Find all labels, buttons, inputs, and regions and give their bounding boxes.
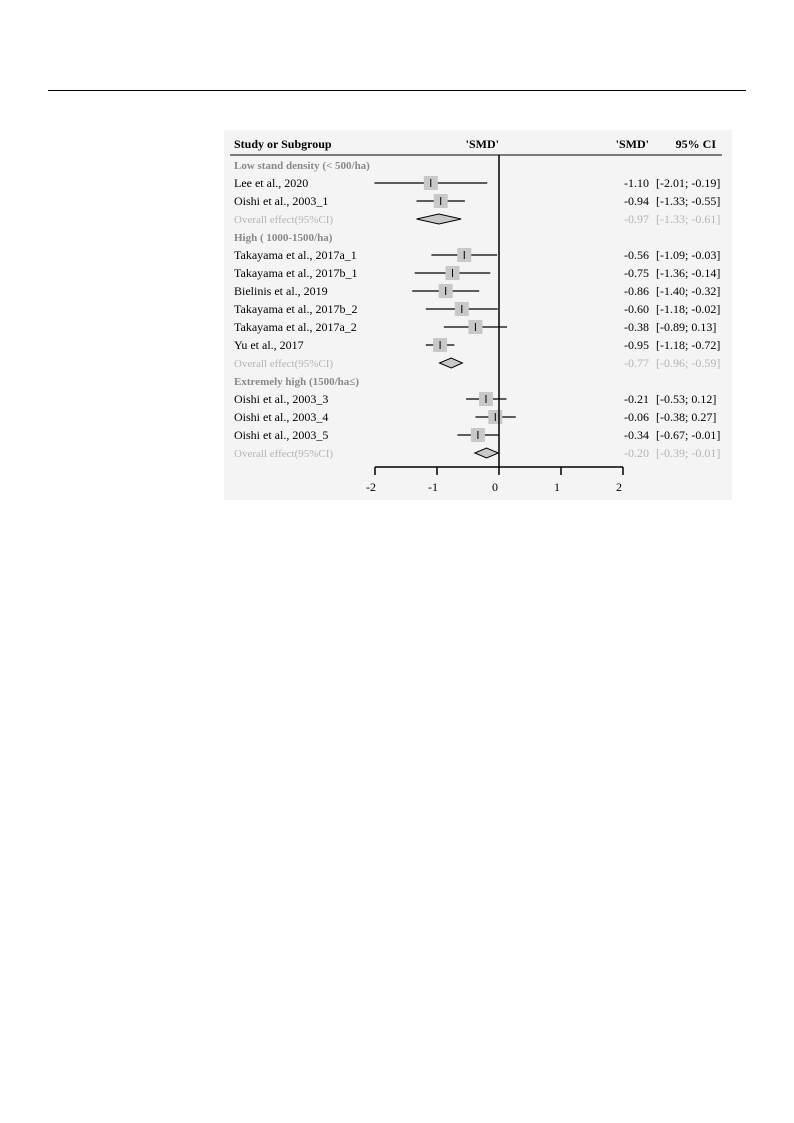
smd-value: -0.95	[624, 338, 649, 352]
smd-value: -0.94	[624, 194, 649, 208]
ci-value: [-1.36; -0.14]	[656, 266, 721, 280]
ci-value: [-1.18; -0.02]	[656, 302, 721, 316]
study-label: Takayama et al., 2017a_1	[234, 248, 357, 262]
header-smd-label: 'SMD'	[615, 137, 649, 151]
header-study-label: Study or Subgroup	[234, 137, 332, 151]
ci-value: [-0.53; 0.12]	[656, 392, 717, 406]
smd-value: -0.56	[624, 248, 649, 262]
smd-value: -0.38	[624, 320, 649, 334]
overall-effect-label: Overall effect(95%CI)	[234, 214, 334, 226]
x-axis-tick-label: -2	[366, 480, 376, 494]
study-label: Oishi et al., 2003_1	[234, 194, 329, 208]
ci-value: [-1.18; -0.72]	[656, 338, 721, 352]
study-label: Yu et al., 2017	[234, 338, 304, 352]
smd-value: -0.75	[624, 266, 649, 280]
subgroup-heading: Extremely high (1500/ha≤)	[234, 376, 359, 388]
overall-ci-value: [-1.33; -0.61]	[656, 212, 721, 226]
x-axis-tick-label: 0	[492, 480, 498, 494]
page-header-rule	[48, 90, 746, 91]
subgroup-heading: Low stand density (< 500/ha)	[234, 160, 370, 172]
x-axis-tick-label: 1	[554, 480, 560, 494]
ci-value: [-0.38; 0.27]	[656, 410, 717, 424]
study-label: Oishi et al., 2003_3	[234, 392, 329, 406]
ci-value: [-0.67; -0.01]	[656, 428, 721, 442]
smd-value: -0.21	[624, 392, 649, 406]
study-label: Bielinis et al., 2019	[234, 284, 328, 298]
x-axis-tick-label: -1	[428, 480, 438, 494]
study-label: Oishi et al., 2003_4	[234, 410, 329, 424]
ci-value: [-0.89; 0.13]	[656, 320, 717, 334]
x-axis-tick-label: 2	[616, 480, 622, 494]
forest-plot	[224, 130, 732, 500]
overall-smd-value: -0.77	[624, 356, 649, 370]
study-label: Oishi et al., 2003_5	[234, 428, 329, 442]
smd-value: -0.06	[624, 410, 649, 424]
smd-value: -1.10	[624, 176, 649, 190]
study-label: Takayama et al., 2017b_1	[234, 266, 358, 280]
overall-smd-value: -0.20	[624, 446, 649, 460]
overall-effect-label: Overall effect(95%CI)	[234, 448, 334, 460]
study-label: Takayama et al., 2017a_2	[234, 320, 357, 334]
ci-value: [-1.09; -0.03]	[656, 248, 721, 262]
smd-value: -0.86	[624, 284, 649, 298]
header-plot-label: 'SMD'	[465, 137, 499, 151]
ci-value: [-1.33; -0.55]	[656, 194, 721, 208]
study-label: Lee et al., 2020	[234, 176, 309, 190]
study-label: Takayama et al., 2017b_2	[234, 302, 358, 316]
subgroup-heading: High ( 1000-1500/ha)	[234, 232, 333, 244]
header-ci-label: 95% CI	[675, 137, 716, 151]
ci-value: [-1.40; -0.32]	[656, 284, 721, 298]
overall-ci-value: [-0.39; -0.01]	[656, 446, 721, 460]
smd-value: -0.34	[624, 428, 649, 442]
smd-value: -0.60	[624, 302, 649, 316]
overall-effect-label: Overall effect(95%CI)	[234, 358, 334, 370]
overall-ci-value: [-0.96; -0.59]	[656, 356, 721, 370]
overall-smd-value: -0.97	[624, 212, 649, 226]
ci-value: [-2.01; -0.19]	[656, 176, 721, 190]
